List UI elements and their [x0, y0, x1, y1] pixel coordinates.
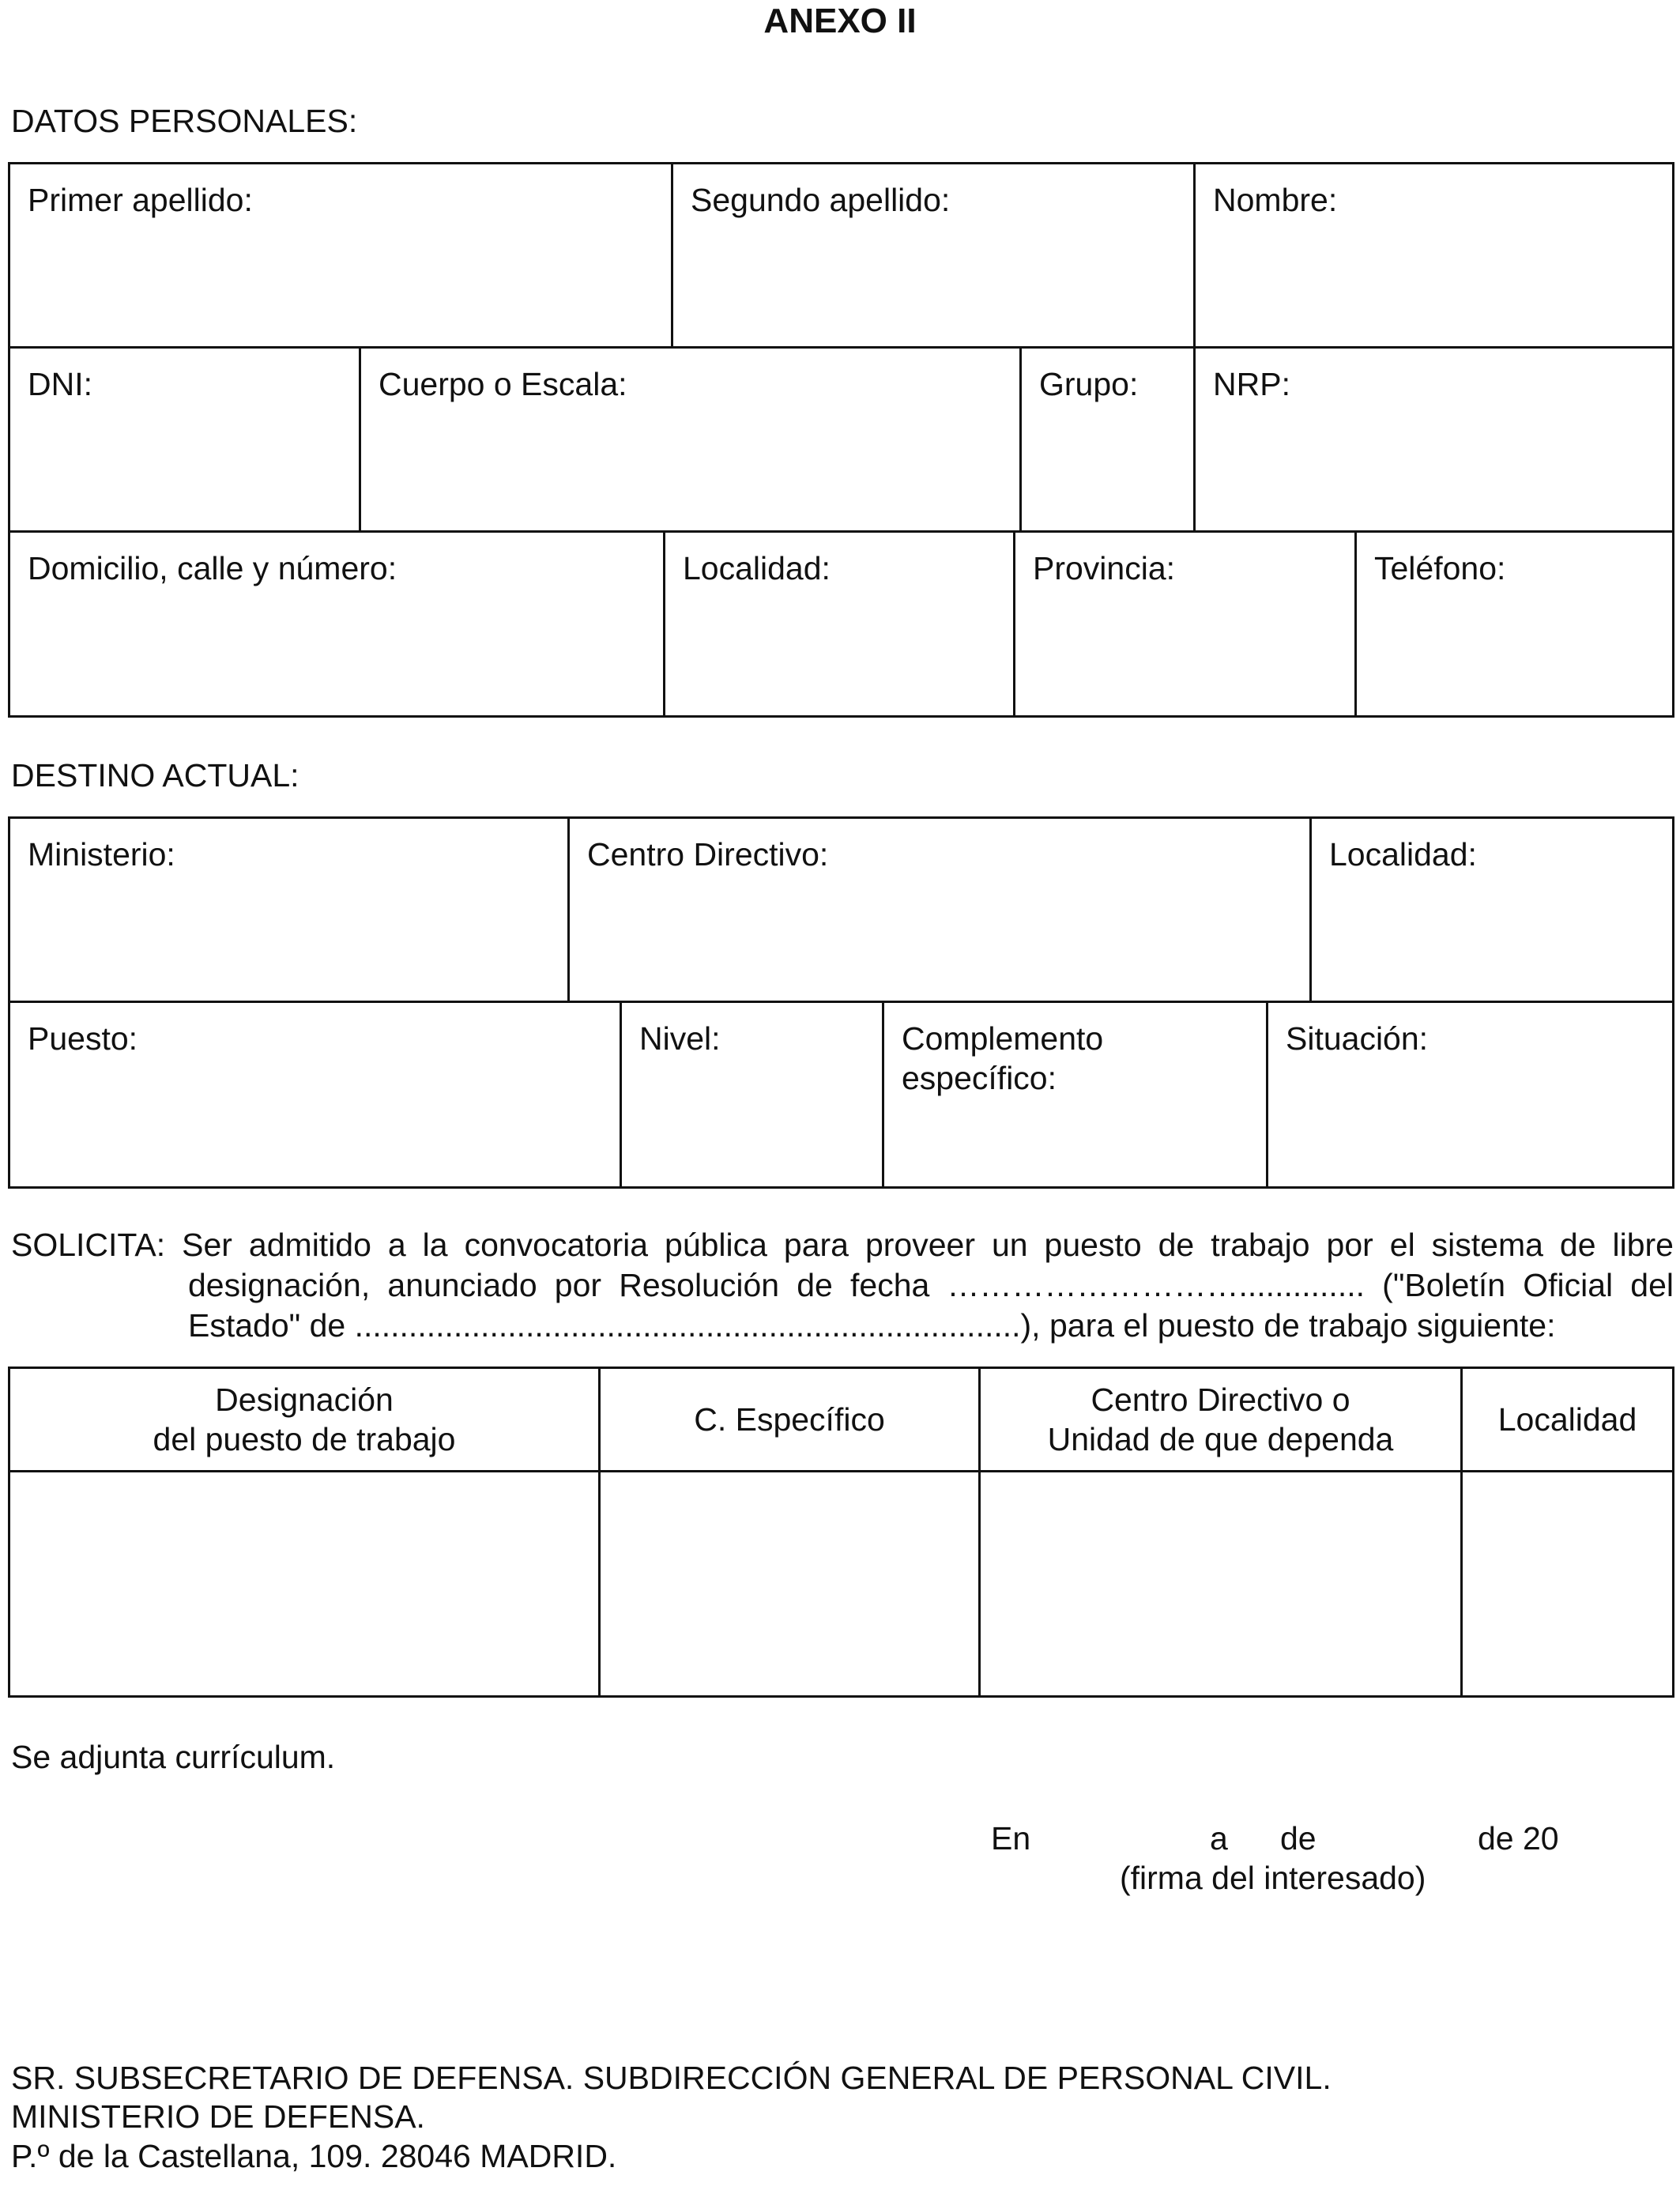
telefono-field[interactable] — [1356, 532, 1674, 717]
nombre-label: Nombre: — [1213, 182, 1338, 218]
grupo-label: Grupo: — [1039, 366, 1139, 402]
situacion-label: Situación: — [1286, 1020, 1429, 1057]
signature-caption: (firma del interesado) — [1120, 1860, 1426, 1896]
destino-localidad-label: Localidad: — [1329, 836, 1477, 873]
localidad-header-text: Localidad — [1497, 1400, 1637, 1438]
signature-a: a — [1210, 1820, 1228, 1857]
complemento-especifico-field[interactable] — [883, 1002, 1268, 1188]
dni-field[interactable] — [9, 348, 360, 532]
designacion-header-line1: Designación — [215, 1381, 394, 1418]
segundo-apellido-label: Segundo apellido: — [691, 182, 951, 218]
primer-apellido-label: Primer apellido: — [28, 182, 253, 218]
signature-de: de — [1280, 1820, 1317, 1857]
centro-directivo-label: Centro Directivo: — [587, 836, 829, 873]
c-especifico-header — [600, 1368, 980, 1472]
domicilio-label: Domicilio, calle y número: — [28, 550, 397, 586]
document-title: ANEXO II — [763, 2, 917, 40]
request-line-2: designación, anunciado por Resolución de fecha ……………………….............. ("Boletín Oficial del — [188, 1267, 1674, 1303]
request-line-3: Estado" de ..........................................................................), para el puesto de trabajo siguiente: — [188, 1307, 1556, 1344]
localidad-header — [1462, 1368, 1674, 1472]
c-especifico-cell[interactable] — [600, 1472, 980, 1697]
designacion-header — [9, 1368, 600, 1472]
current-post-table — [8, 816, 1674, 1003]
signature-en: En — [991, 1820, 1031, 1857]
puesto-label: Puesto: — [28, 1020, 138, 1057]
nivel-field[interactable] — [621, 1002, 883, 1188]
personal-address-table — [8, 530, 1674, 718]
nombre-field[interactable] — [1195, 164, 1674, 348]
centro-directivo-header-line1: Centro Directivo o — [1090, 1381, 1350, 1418]
designacion-cell[interactable] — [9, 1472, 600, 1697]
centro-directivo-header-line2: Unidad de que dependa — [1047, 1421, 1394, 1457]
nrp-field[interactable] — [1195, 348, 1674, 532]
domicilio-field[interactable] — [9, 532, 665, 717]
cuerpo-escala-label: Cuerpo o Escala: — [379, 366, 627, 402]
ministerio-label: Ministerio: — [28, 836, 175, 873]
segundo-apellido-field[interactable] — [672, 164, 1195, 348]
nrp-label: NRP: — [1213, 366, 1290, 402]
personal-data-table — [8, 162, 1674, 533]
request-paragraph — [11, 1225, 1674, 1346]
personal-data-heading: DATOS PERSONALES: — [11, 103, 358, 139]
centro-directivo-field[interactable] — [569, 818, 1311, 1002]
complemento-label-line1: Complemento — [902, 1020, 1104, 1057]
telefono-label: Teléfono: — [1374, 550, 1506, 586]
signature-year: de 20 — [1478, 1820, 1559, 1857]
dni-label: DNI: — [28, 366, 92, 402]
situacion-field[interactable] — [1268, 1002, 1674, 1188]
provincia-field[interactable] — [1015, 532, 1356, 717]
localidad-label: Localidad: — [683, 550, 831, 586]
centro-directivo-header — [980, 1368, 1462, 1472]
addressee-line-2: MINISTERIO DE DEFENSA. — [11, 2098, 425, 2135]
curriculum-note: Se adjunta currículum. — [11, 1739, 336, 1775]
puesto-field[interactable] — [9, 1002, 621, 1188]
centro-directivo-cell[interactable] — [980, 1472, 1462, 1697]
ministerio-field[interactable] — [9, 818, 569, 1002]
current-post-detail-table — [8, 1001, 1674, 1189]
grupo-field[interactable] — [1021, 348, 1195, 532]
designacion-header-line2: del puesto de trabajo — [153, 1421, 456, 1457]
c-especifico-header-text: C. Específico — [694, 1400, 885, 1438]
nivel-label: Nivel: — [639, 1020, 721, 1057]
request-line-1: SOLICITA: Ser admitido a la convocatoria pública para proveer un puesto de trabajo por el sistema de libre — [11, 1227, 1674, 1263]
cuerpo-escala-field[interactable] — [360, 348, 1021, 532]
localidad-cell[interactable] — [1462, 1472, 1674, 1697]
primer-apellido-field[interactable] — [9, 164, 672, 348]
addressee-line-3: P.º de la Castellana, 109. 28046 MADRID. — [11, 2138, 617, 2174]
addressee-line-1: SR. SUBSECRETARIO DE DEFENSA. SUBDIRECCIÓN GENERAL DE PERSONAL CIVIL. — [11, 2060, 1332, 2096]
provincia-label: Provincia: — [1033, 550, 1176, 586]
localidad-field[interactable] — [665, 532, 1015, 717]
current-post-heading: DESTINO ACTUAL: — [11, 757, 299, 794]
requested-post-table — [8, 1367, 1674, 1698]
destino-localidad-field[interactable] — [1311, 818, 1674, 1002]
complemento-label-line2: específico: — [902, 1060, 1057, 1097]
